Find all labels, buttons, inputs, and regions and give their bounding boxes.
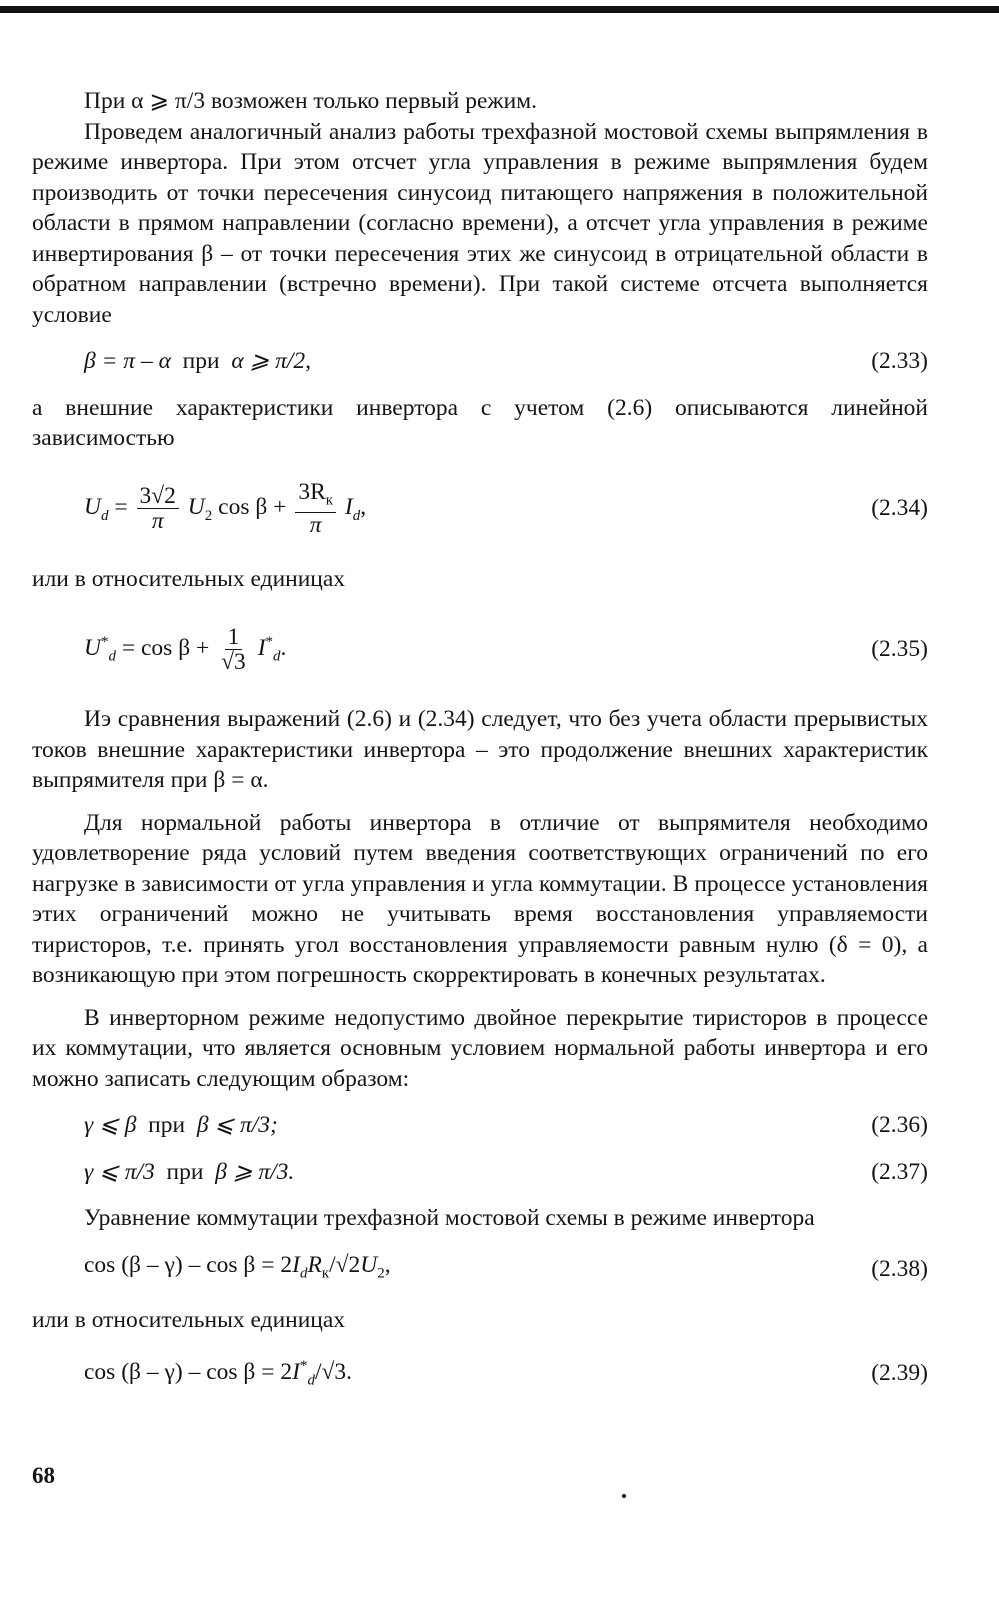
- eq-2-34-u2: U: [187, 493, 205, 520]
- eq-2-38-r-sub: к: [321, 1265, 330, 1282]
- paragraph-5: Иэ сравнения выражений (2.6) и (2.34) следует, что без учета области прерывистых токов внешние характеристики инвертора – это продолжение внешних характеристик выпрямителя при β = α.: [32, 706, 928, 793]
- eq-2-33-body: [84, 346, 311, 377]
- eq-2-39-tail: /√3.: [314, 1359, 352, 1386]
- eq-2-33-rhs: α ⩾ π/2,: [231, 348, 312, 374]
- eq-2-34-f1-num: 3√2: [137, 484, 179, 509]
- eq-2-37-body: [84, 1157, 294, 1188]
- eq-2-39-number: (2.39): [871, 1360, 928, 1387]
- eq-2-35-ud-star: *: [100, 633, 109, 650]
- paragraph-3: а внешние характеристики инвертора с учетом (2.6) описываются линейной зависимостью: [32, 394, 928, 451]
- eq-2-37-cond: при: [166, 1158, 204, 1185]
- eq-2-35-fraction: [218, 625, 249, 674]
- eq-2-34-f2-den: π: [309, 512, 322, 539]
- eq-2-39-i: I: [292, 1359, 300, 1386]
- paragraph-1: При α ⩾ π/3 возможен только первый режим.: [84, 88, 537, 114]
- eq-2-35-id-star: *: [265, 633, 274, 650]
- eq-2-35-f-den: √3: [221, 648, 246, 675]
- eq-2-34-u2-sub: 2: [204, 507, 213, 524]
- top-rule: [0, 6, 999, 13]
- eq-2-36-lhs: γ ⩽ β: [84, 1112, 137, 1138]
- eq-2-38-tail: ,: [384, 1251, 391, 1278]
- eq-2-39-i-sub: d: [307, 1372, 315, 1389]
- equation-2-37: [32, 1157, 928, 1188]
- eq-2-35-tail: .: [280, 634, 287, 661]
- eq-2-34-id-sub: d: [352, 507, 361, 524]
- eq-2-36-number: (2.36): [871, 1112, 928, 1138]
- paragraph-2: Проведем аналогичный анализ работы трехфазной мостовой схемы выпрямления в режиме инвертора. При этом отсчет угла управления в режиме выпрямления будем производить от точки пересечения синусоид питающего напряжения в положительной области в прямом направлении (согласно времени), а отсчет угла управления в режиме инвертирования β – от точки пересечения этих же синусоид в отрицательной области в обратном направлении (встречно времени). При такой системе отсчета выполняется условие: [32, 118, 928, 328]
- eq-2-38-i: I: [292, 1251, 300, 1278]
- eq-2-39-i-star: *: [299, 1358, 308, 1375]
- paragraph-6: Для нормальной работы инвертора в отличие от выпрямителя необходимо удовлетворение ряда условий путем введения соответствующих ограничений по его нагрузке в зависимости от угла управления и угла коммутации. В процессе установления этих ограничений можно не учитывать время восстановления управляемости тиристоров, т.е. принять угол восстановления управляемости равным нулю (δ = 0), а возникающую при этом погрешность скорректировать в конечных результатах.: [32, 809, 928, 988]
- eq-2-33-lhs: β = π – α: [84, 348, 171, 374]
- equation-2-35: [32, 610, 928, 688]
- eq-2-34-equals: =: [114, 493, 128, 520]
- eq-2-34-number: (2.34): [871, 495, 928, 522]
- eq-2-35-f-num: 1: [225, 625, 243, 650]
- eq-2-34-id: I: [344, 493, 353, 520]
- equation-2-36: [32, 1110, 928, 1141]
- eq-2-36-rhs: β ⩽ π/3;: [196, 1112, 278, 1138]
- equation-2-34: [32, 470, 928, 548]
- eq-2-39-left: cos (β – γ) – cos β = 2: [84, 1359, 293, 1386]
- eq-2-38-sqrt: /√2: [329, 1251, 361, 1278]
- eq-2-37-rhs: β ⩾ π/3.: [215, 1158, 295, 1185]
- eq-2-34-f2-num: [295, 480, 336, 514]
- eq-2-35-id: I: [257, 634, 266, 661]
- equation-2-38: [32, 1250, 928, 1289]
- eq-2-38-u-sub: 2: [377, 1265, 385, 1282]
- eq-2-34-fraction-1: [137, 484, 179, 533]
- paragraph-9: или в относительных единицах: [32, 1306, 346, 1333]
- eq-2-38-body: [84, 1250, 391, 1289]
- eq-2-36-cond: при: [148, 1112, 186, 1138]
- eq-2-38-left: cos (β – γ) – cos β = 2: [84, 1251, 293, 1278]
- eq-2-35-body: [84, 625, 286, 674]
- eq-2-34-ud-sub: d: [100, 507, 109, 524]
- eq-2-38-i-sub: d: [299, 1265, 308, 1282]
- eq-2-35-id-sub: d: [273, 648, 281, 665]
- eq-2-35-ud-sub: d: [108, 648, 116, 665]
- eq-2-35-number: (2.35): [871, 635, 928, 662]
- eq-2-37-number: (2.37): [871, 1158, 928, 1185]
- page-body: [32, 86, 928, 1412]
- page-number: 68: [32, 1463, 55, 1488]
- equation-2-33: [32, 346, 928, 377]
- eq-2-34-tail: ,: [360, 493, 367, 520]
- eq-2-34-f2-num-sub: к: [325, 492, 334, 509]
- eq-2-34-f2-num-text: 3R: [298, 478, 326, 505]
- eq-2-33-cond: при: [182, 348, 220, 374]
- paragraph-7: В инверторном режиме недопустимо двойное перекрытие тиристоров в процессе их коммутации, что является основным условием нормальной работы инвертора и его можно записать следующим образом:: [32, 1004, 928, 1092]
- eq-2-38-r: R: [307, 1251, 322, 1278]
- eq-2-34-cos: cos β +: [218, 493, 287, 520]
- equation-2-39: [32, 1351, 928, 1396]
- eq-2-34-f1-den: π: [151, 508, 164, 534]
- eq-2-34-fraction-2: [295, 480, 336, 538]
- scan-speck: [622, 1494, 626, 1498]
- eq-2-39-body: [84, 1351, 352, 1396]
- paragraph-8: Уравнение коммутации трехфазной мостовой схемы в режиме инвертора: [84, 1205, 815, 1231]
- eq-2-34-ud: U: [84, 493, 101, 520]
- eq-2-38-number: (2.38): [871, 1255, 928, 1282]
- eq-2-36-body: [84, 1110, 278, 1141]
- eq-2-35-mid: = cos β +: [121, 634, 210, 661]
- paragraph-4: или в относительных единицах: [32, 565, 346, 592]
- eq-2-38-u: U: [360, 1251, 378, 1278]
- eq-2-34-body: [84, 480, 366, 538]
- eq-2-33-number: (2.33): [871, 348, 928, 374]
- eq-2-37-lhs: γ ⩽ π/3: [84, 1158, 155, 1185]
- eq-2-35-ud: U: [84, 634, 101, 661]
